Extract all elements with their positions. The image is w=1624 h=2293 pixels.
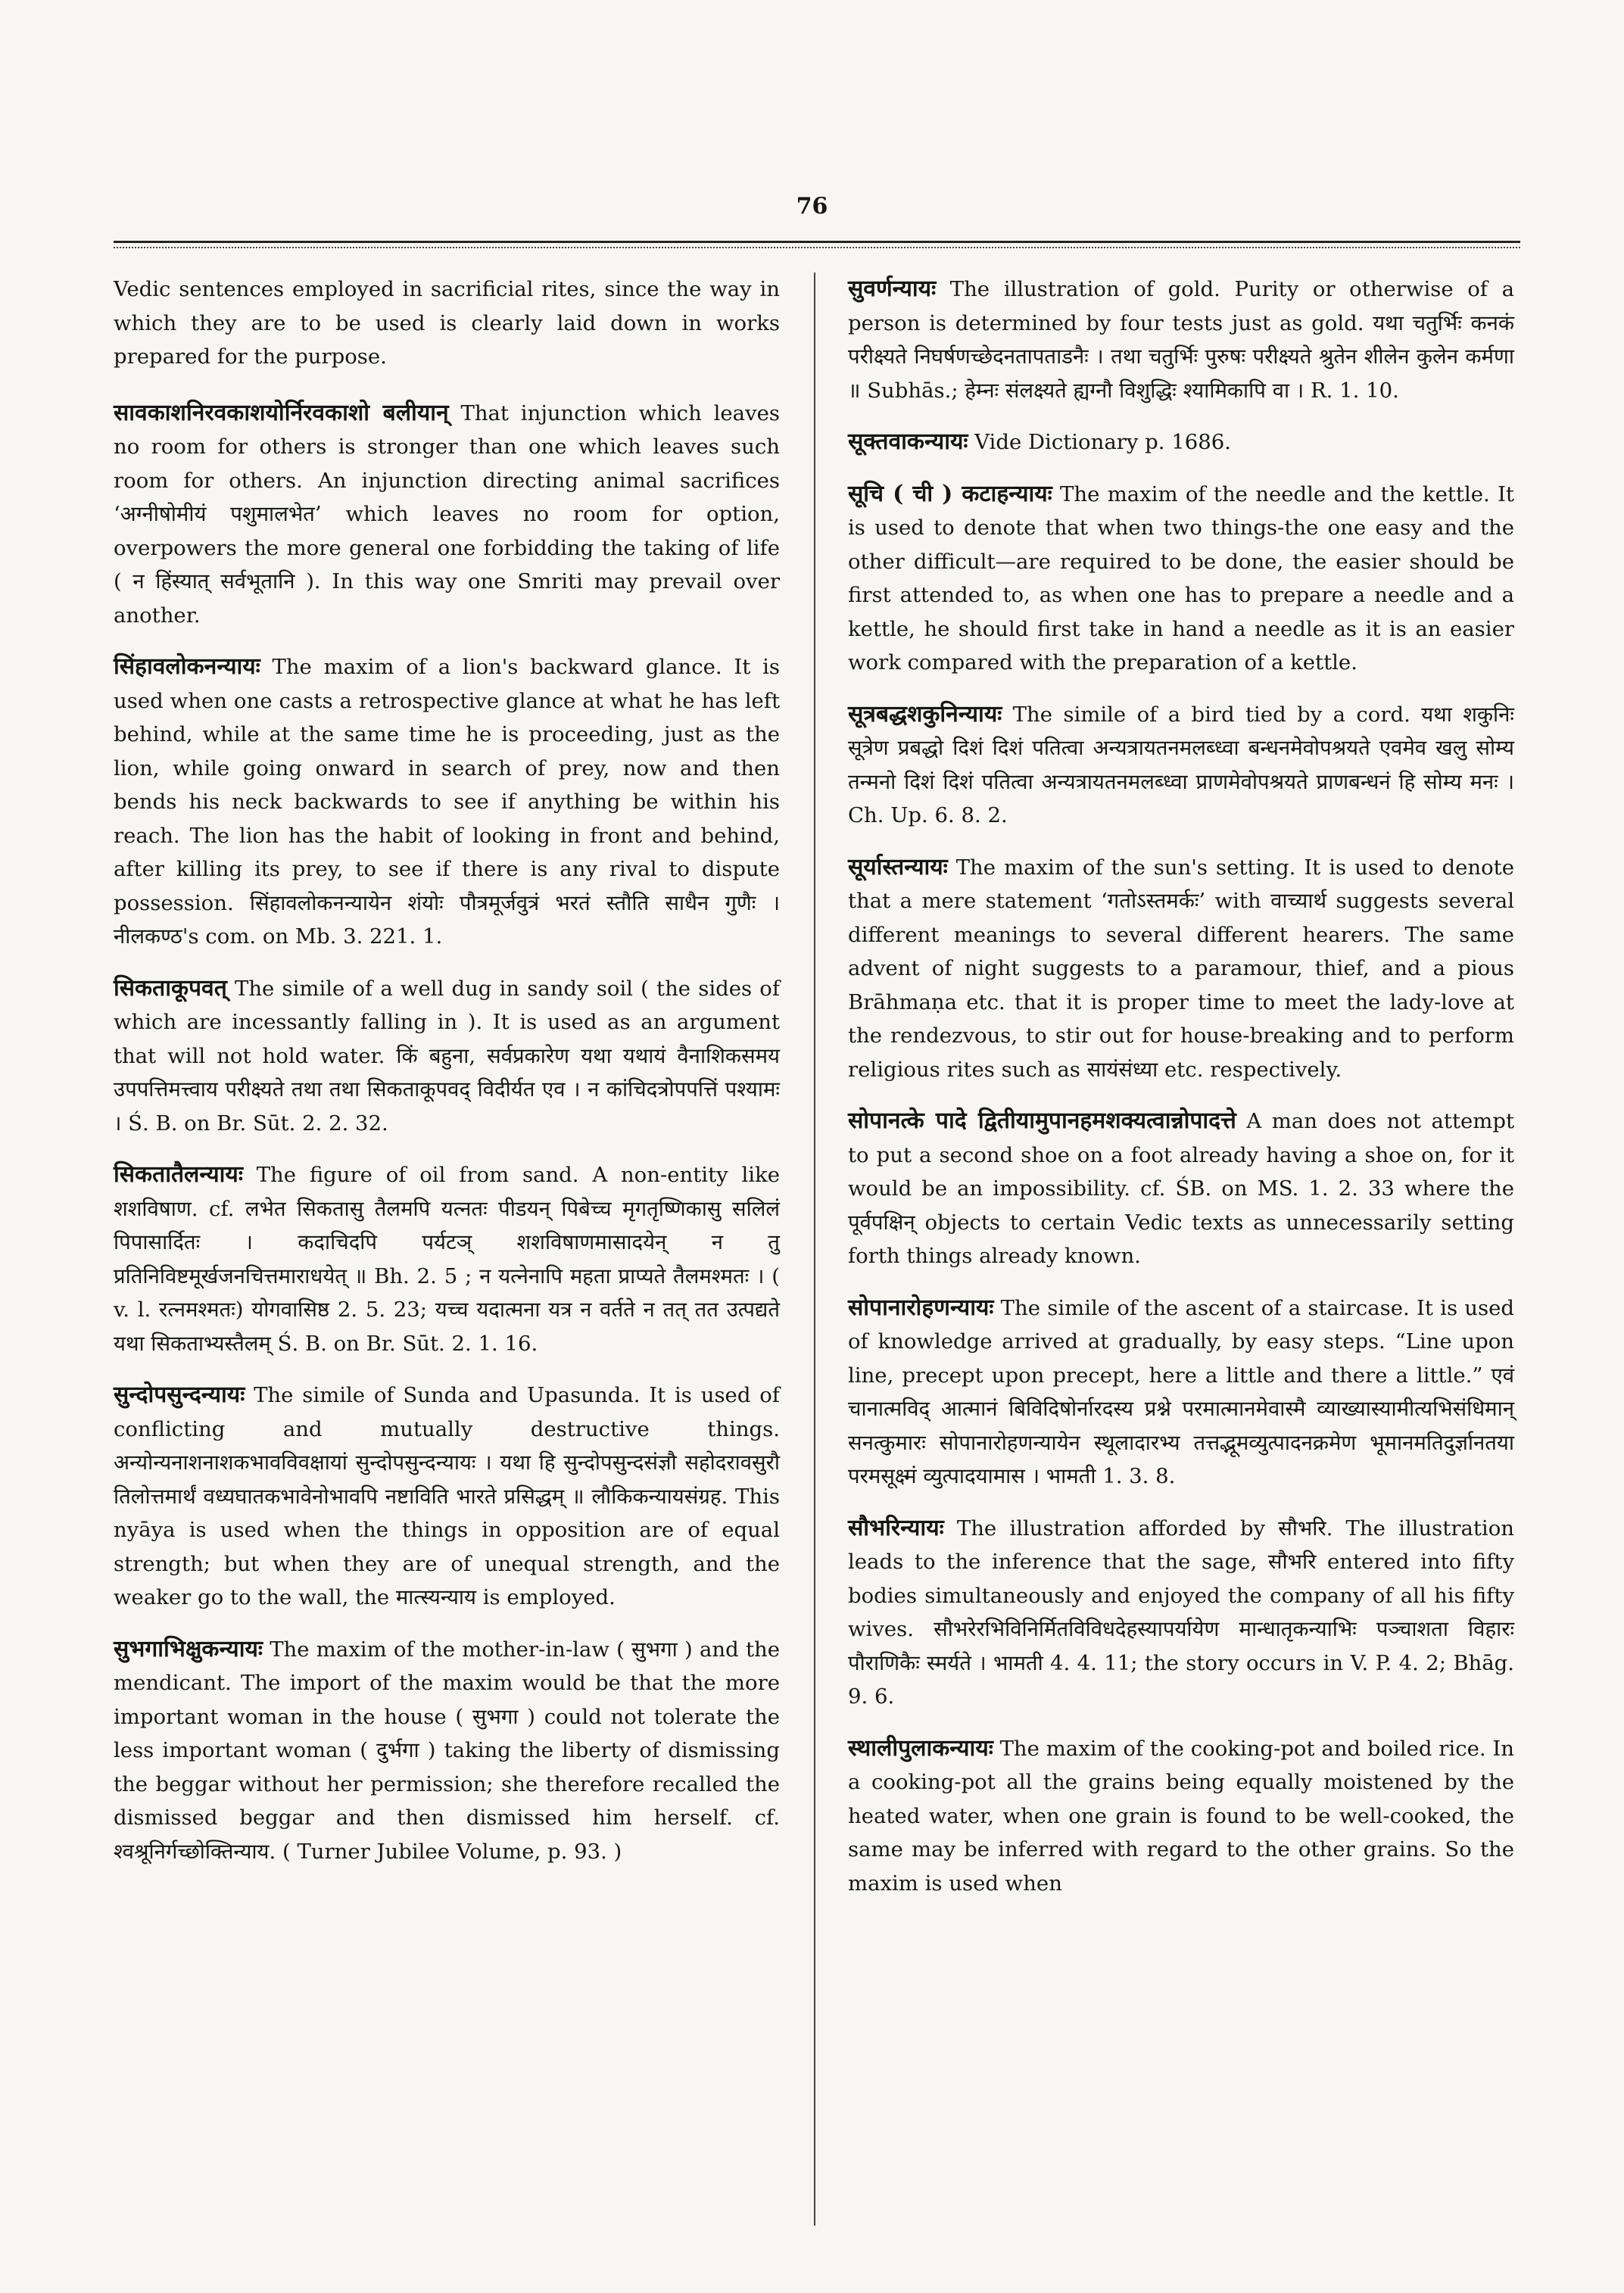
right-column — [848, 273, 1514, 1918]
entry-headword: सौभरिन्यायः — [848, 1514, 944, 1541]
entry-text: The maxim of a lion's backward glance. It is used when one casts a retrospective glance at what he has left behind, while at the same time he is proceeding, just as the lion, while going onward in search of prey, now and then bends his neck backwards to see if anything be within his reach. The lion has the habit of looking in front and behind, after killing its prey, to see if there is any rival to dispute possession. सिंहावलोकनन्यायेन शंयोः पौत्रमूर्जवुत्रं भरतं स्तौति साधैन गुणैः । नीलकण्ठ's com. on Mb. 3. 221. 1. — [114, 655, 780, 949]
entry — [114, 397, 780, 633]
entry-text: The simile of a bird tied by a cord. यथा शकुनिः सूत्रेण प्रबद्धो दिशं दिशं पतित्वा अन्यत्रायतनमलब्ध्वा बन्धनमेवोपश्रयते एवमेव खलु सोम्य तन्मनो दिशं दिशं पतित्वा अन्यत्रायतनमलब्ध्वा प्राणमेवोपश्रयते प्राणबन्धनं हि सोम्य मनः । Ch. Up. 6. 8. 2. — [848, 702, 1514, 827]
entry-headword: सूक्तवाकन्यायः — [848, 428, 968, 455]
entry-text: Vedic sentences employed in sacrificial rites, since the way in which they are to be used is clearly laid down in works prepared for the purpose. — [114, 277, 780, 369]
entry-headword: सूचि ( ची ) कटाहन्यायः — [848, 480, 1052, 507]
entry — [848, 1104, 1514, 1273]
entry — [848, 851, 1514, 1087]
entry-headword: सुन्दोपसुन्दन्यायः — [114, 1382, 245, 1408]
entry-headword: सावकाशनिरवकाशयोर्निरवकाशो बलीयान् — [114, 399, 449, 426]
entry-text: The maxim of the needle and the kettle. It is used to denote that when two things-the one easy and the other difficult—are required to be done, the easier should be first attended to, as when one has to prepare a needle and a kettle, he should first take in hand a needle as it is an easier work compared with the preparation of a kettle. — [848, 481, 1514, 675]
entry — [848, 425, 1514, 460]
entry — [848, 478, 1514, 680]
entry — [114, 1379, 780, 1615]
header-rule — [114, 241, 1520, 243]
entry — [848, 698, 1514, 833]
entry-headword: सिंहावलोकनन्यायः — [114, 653, 260, 680]
entry-headword: सूत्रबद्धशकुनिन्यायः — [848, 700, 1002, 727]
entry-headword: सूर्यास्तन्यायः — [848, 853, 948, 880]
entry — [848, 1732, 1514, 1901]
entry-headword: स्थालीपुलाकन्यायः — [848, 1734, 993, 1762]
page-number: 76 — [796, 193, 828, 220]
left-column — [114, 273, 780, 1886]
entry-headword: सुवर्णन्यायः — [848, 276, 937, 302]
entry-text: The simile of a well dug in sandy soil ( the sides of which are incessantly falling in ). It is used as an argument that will not hold water. किं बहुना, सर्वप्रकारेण यथा यथायं वैनाशिकसमय उपपत्तिमत्त्वाय परीक्ष्यते तथा तथा सिकताकूपवद् विदीर्यत एव । न कांचिदत्रोपपत्तिं पश्यामः । Ś. B. on Br. Sūt. 2. 2. 32. — [114, 976, 780, 1136]
entry — [848, 273, 1514, 407]
entry — [848, 1512, 1514, 1714]
header-dotted-rule — [114, 247, 1520, 248]
entry-headword: सिकताकूपवत् — [114, 974, 227, 1002]
entry-headword: सिकतातैलन्यायः — [114, 1161, 243, 1188]
entry-text: The figure of oil from sand. A non-entity like शशविषाण. cf. लभेत सिकतासु तैलमपि यत्नतः पीडयन् पिबेच्च मृगतृष्णिकासु सलिलं पिपासार्दितः । कदाचिदपि पर्यटञ् शशविषाणमासादयेन् न तु प्रतिनिविष्टमूर्खजनचित्तमाराधयेत् ॥ Bh. 2. 5 ; न यत्नेनापि महता प्राप्यते तैलमश्मतः । ( v. l. रत्नमश्मतः) योगवासिष्ठ 2. 5. 23; यच्च यदात्मना यत्र न वर्तते न तत् तत उत्पद्यते यथा सिकताभ्यस्तैलम् Ś. B. on Br. Sūt. 2. 1. 16. — [114, 1163, 780, 1356]
entry-continuation — [114, 273, 780, 374]
entry-headword: सोपानत्के पादे द्वितीयामुपानहमशक्यत्वान्नोपादत्ते — [848, 1108, 1236, 1134]
entry-text: That injunction which leaves no room for others is stronger than one which leaves such room for others. An injunction directing animal sacrifices ‘अग्नीषोमीयं पशुमालभेत’ which leaves no room for option, overpowers the more general one forbidding the taking of life ( न हिंस्यात् सर्वभूतानि ). In this way one Smriti may prevail over another. — [114, 400, 780, 628]
entry-text: The illustration of gold. Purity or otherwise of a person is determined by four tests just as gold. यथा चतुर्भिः कनकं परीक्ष्यते निघर्षणच्छेदनतापताडनैः । तथा चतुर्भिः पुरुषः परीक्ष्यते श्रुतेन शीलेन कुलेन कर्मणा ॥ Subhās.; हेम्नः संलक्ष्यते ह्यग्नौ विशुद्धिः श्यामिकापि वा । R. 1. 10. — [848, 277, 1514, 403]
column-divider — [814, 273, 815, 2226]
entry-text: The maxim of the mother-in-law ( सुभगा ) and the mendicant. The import of the maxim would be that the more important woman in the house ( सुभगा ) could not tolerate the less important woman ( दुर्भगा ) taking the liberty of dismissing the beggar without her permission; she therefore recalled the dismissed beggar and then dismissed him herself. cf. श्वश्रूनिर्गच्छोक्तिन्याय. ( Turner Jubilee Volume, p. 93. ) — [114, 1637, 780, 1864]
entry — [114, 650, 780, 954]
entry — [114, 972, 780, 1141]
entry-text: The illustration afforded by सौभरि. The illustration leads to the inference that the sage, सौभरि entered into fifty bodies simultaneously and enjoyed the company of all his fifty wives. सौभरेरभिविनिर्मितविविधदेहस्यापर्यायेण मान्धातृकन्याभिः पञ्चाशता विहारः पौराणिकैः स्मर्यते । भामती 4. 4. 11; the story occurs in V. P. 4. 2; Bhāg. 9. 6. — [848, 1516, 1514, 1709]
entry-text: The simile of the ascent of a staircase. It is used of knowledge arrived at gradually, by easy steps. “Line upon line, precept upon precept, here a little and there a little.” एवं चानात्मविद् आत्मानं बिविदिषोर्नारदस्य प्रश्ने परमात्मानमेवास्मै व्याख्यास्यामीत्यभिसंधिमान् सनत्कुमारः सोपानारोहणन्यायेन स्थूलादारभ्य तत्तद्भूमव्युत्पादनक्रमेण भूमानमतिदुर्ज्ञानतया परमसूक्ष्मं व्युत्पादयामास । भामती 1. 3. 8. — [848, 1295, 1514, 1488]
entry-text: The simile of Sunda and Upasunda. It is used of conflicting and mutually destructive things. अन्योन्यनाशनाशकभावविवक्षायां सुन्दोपसुन्दन्यायः । यथा हि सुन्दोपसुन्दसंज्ञौ सहोदरावसुरौ तिलोत्तमार्थं वध्यघातकभावेनोभावपि नष्टाविति भारते प्रसिद्धम् ॥ लौकिकन्यायसंग्रह. This nyāya is used when the things in opposition are of equal strength; but when they are of unequal strength, and the weaker go to the wall, the मात्स्यन्याय is employed. — [114, 1383, 780, 1609]
entry-headword: सोपानारोहणन्यायः — [848, 1294, 994, 1321]
entry — [114, 1158, 780, 1360]
entry-text: A man does not attempt to put a second shoe on a foot already having a shoe on, for it would be an impossibility. cf. ŚB. on MS. 1. 2. 33 where the पूर्वपक्षिन् objects to certain Vedic texts as unnecessarily setting forth things already known. — [848, 1109, 1514, 1268]
entry-headword: सुभगाभिक्षुकन्यायः — [114, 1635, 263, 1662]
entry — [848, 1291, 1514, 1494]
entry — [114, 1633, 780, 1869]
entry-text: The maxim of the sun's setting. It is used to denote that a mere statement ‘गतोऽस्तमर्कः’ with वाच्यार्थ suggests several different meanings to several different hearers. The same advent of night suggests to a paramour, thief, and a pious Brāhmaṇa etc. that it is proper time to meet the lady-love at the rendezvous, to stir out for house-breaking and to perform religious rites such as सायंसंध्या etc. respectively. — [848, 855, 1514, 1082]
entry-text: The maxim of the cooking-pot and boiled rice. In a cooking-pot all the grains being equally moistened by the heated water, when one grain is found to be well-cooked, the same may be inferred with regard to the other grains. So the maxim is used when — [848, 1736, 1514, 1896]
entry-text: Vide Dictionary p. 1686. — [968, 430, 1231, 454]
